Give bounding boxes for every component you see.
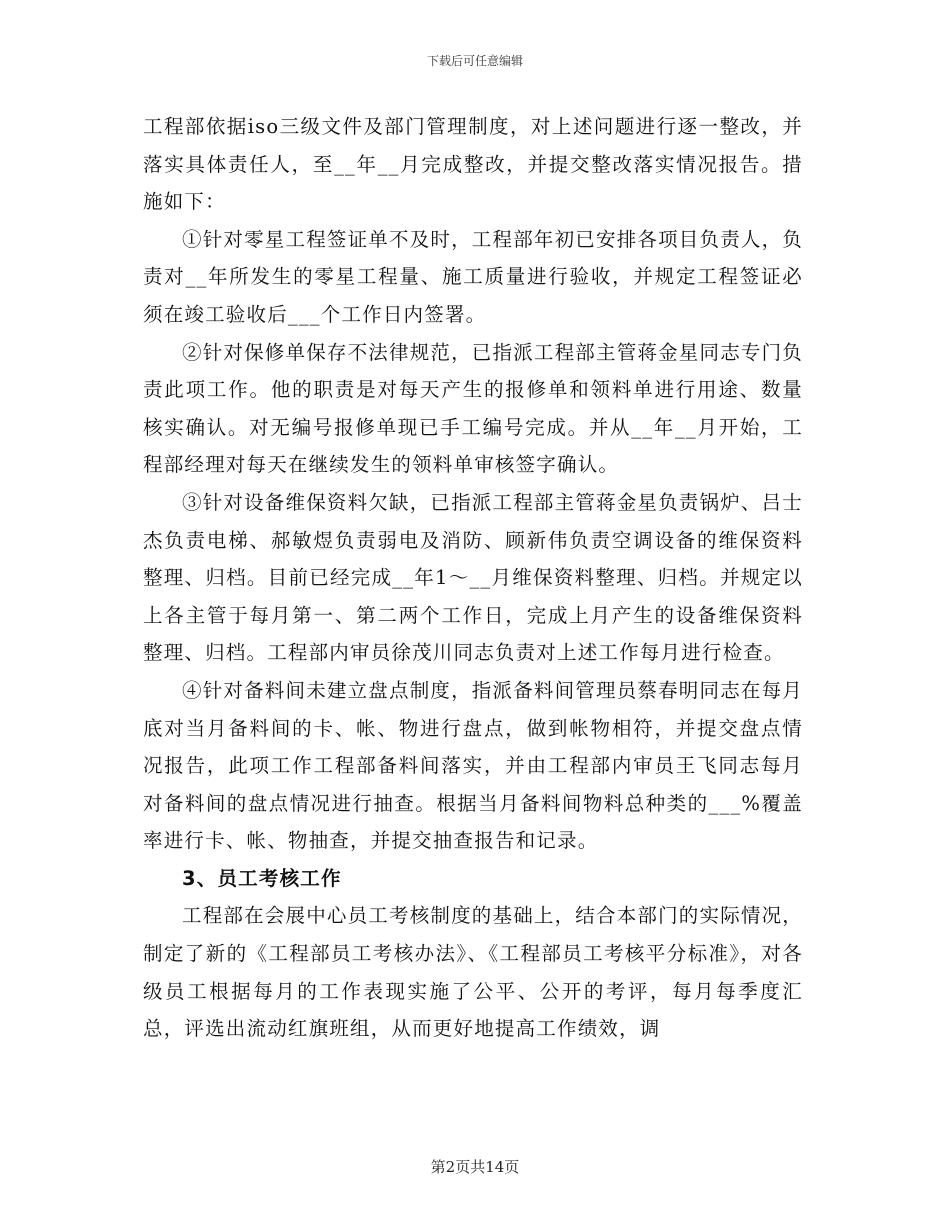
page-header: 下载后可任意编辑 [426,54,523,68]
section-heading-staff-assessment: 3、员工考核工作 [182,866,342,890]
page-number: 第2页共14页 [430,1158,520,1176]
paragraph-measure-2: ②针对保修单保存不法律规范，已指派工程部主管蒋金星同志专门负责此项工作。他的职责是对每天产生的报修单和领料单进行用途、数量核实确认。对无编号报修单现已手工编号完成。并从__年__月开始，工程部经理对每天在继续发生的领料单审核签字确认。 [143,340,804,477]
paragraph-measure-4: ④针对备料间未建立盘点制度，指派备料间管理员蔡春明同志在每月底对当月备料间的卡、帐、物进行盘点，做到帐物相符，并提交盘点情况报告，此项工作工程部备料间落实，并由工程部内审员王飞同志每月对备料间的盘点情况进行抽查。根据当月备料间物料总种类的___%覆盖率进行卡、帐、物抽查，并提交抽查报告和记录。 [143,678,804,853]
document-body [143,108,803,1048]
paragraph-measure-1: ①针对零星工程签证单不及时，工程部年初已安排各项目负责人，负责对__年所发生的零星工程量、施工质量进行验收，并规定工程签证必须在竣工验收后___个工作日内签署。 [143,227,804,326]
paragraph-staff-assessment: 工程部在会展中心员工考核制度的基础上，结合本部门的实际情况，制定了新的《工程部员工考核办法》、《工程部员工考核平分标准》，对各级员工根据每月的工作表现实施了公平、公开的考评，每月每季度汇总，评选出流动红旗班组，从而更好地提高工作绩效，调 [143,904,804,1041]
paragraph-rectification-intro: 工程部依据iso三级文件及部门管理制度，对上述问题进行逐一整改，并落实具体责任人，至__年__月完成整改，并提交整改落实情况报告。措施如下： [143,115,803,214]
paragraph-measure-3: ③针对设备维保资料欠缺，已指派工程部主管蒋金星负责锅炉、吕士杰负责电梯、郝敏煜负责弱电及消防、顾新伟负责空调设备的维保资料整理、归档。目前已经完成__年1～__月维保资料整理、归档。并规定以上各主管于每月第一、第二两个工作日，完成上月产生的设备维保资料整理、归档。工程部内审员徐茂川同志负责对上述工作每月进行检查。 [143,490,804,665]
